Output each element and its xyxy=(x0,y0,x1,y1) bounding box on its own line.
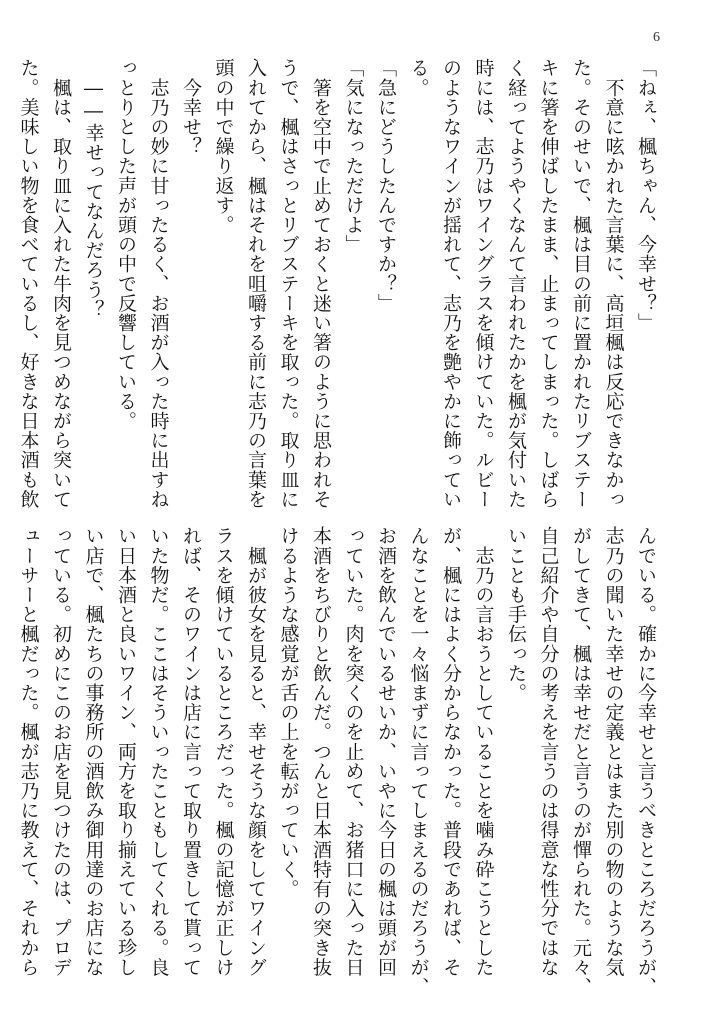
text-line: ――幸せってなんだろう？ xyxy=(82,58,105,319)
text-line: い店で、楓たちの事務所の酒飲み御用達のお店にな xyxy=(82,526,105,977)
text-line: っとりとした声が頭の中で反響している。 xyxy=(115,58,137,431)
text-line: 箸を空中で止めておくと迷い箸のように思われそ xyxy=(310,58,332,509)
page-number: 6 xyxy=(653,30,660,45)
text-line: 時には、志乃はワイングラスを傾けていた。ルビー xyxy=(472,58,495,509)
text-line: お酒を飲んでいるせいか、いやに今日の楓は頭が回 xyxy=(375,526,397,977)
text-line: っていた。肉を突くのを止めて、お猪口に入った日 xyxy=(342,526,365,977)
text-line: 「急にどうしたんですか？」 xyxy=(375,58,397,313)
text-line: がしてきて、楓は幸せだと言うのが憚られた。元々、 xyxy=(570,526,592,997)
text-line: る。 xyxy=(407,58,430,98)
text-line: い日本酒と良いワイン、両方を取り揃えている珍し xyxy=(115,526,137,977)
text-line: た。そのせいで、楓は目の前に置かれたリブステー xyxy=(570,58,592,509)
text-line: ラスを傾けているところだった。楓の記憶が正しけ xyxy=(212,526,235,977)
text-line: のようなワインが揺れて、志乃を艶やかに飾ってい xyxy=(440,58,462,509)
lower-text-block xyxy=(12,526,662,997)
text-line: 不意に呟かれた言葉に、高垣楓は反応できなかっ xyxy=(602,58,625,509)
text-line: けるような感覚が舌の上を転がっていく。 xyxy=(277,526,300,899)
text-line: れば、そのワインは店に言って取り置きして貰って xyxy=(180,526,202,977)
text-line: た。美味しい物を食べているし、好きな日本酒も飲 xyxy=(17,58,40,509)
text-line: 本酒をちびりと飲んだ。つんと日本酒特有の突き抜 xyxy=(310,526,332,977)
text-line: 楓は、取り皿に入れた牛肉を見つめながら突いて xyxy=(50,58,72,509)
text-line: 入れてから、楓はそれを咀嚼する前に志乃の言葉を xyxy=(245,58,267,509)
text-line: 楓が彼女を見ると、幸せそうな顔をしてワイング xyxy=(245,526,267,977)
text-line: いた物だ。ここはそういったこともしてくれる。良 xyxy=(147,526,170,977)
text-line: キに箸を伸ばしたまま、止まってしまった。しばら xyxy=(537,58,560,509)
text-line: んでいる。確かに今幸せと言うべきところだろうが、 xyxy=(635,526,657,997)
text-line: んなことを一々悩まずに言ってしまえるのだろうが、 xyxy=(407,526,430,997)
text-line: 志乃の妙に甘ったるく、お酒が入った時に出すね xyxy=(147,58,170,509)
text-line: 「気になっただけよ」 xyxy=(342,58,365,254)
text-line: が、楓にはよく分からなかった。普段であれば、そ xyxy=(440,526,462,977)
text-line: く経ってようやくなんて言われたかを楓が気付いた xyxy=(505,58,527,509)
text-line: いことも手伝った。 xyxy=(505,526,527,703)
text-line: っている。初めにこのお店を見つけたのは、プロデ xyxy=(50,526,72,977)
text-line: 頭の中で繰り返す。 xyxy=(212,58,235,235)
text-line: 自己紹介や自分の考えを言うのは得意な性分ではな xyxy=(537,526,560,977)
text-line: 今幸せ？ xyxy=(180,58,202,156)
upper-text-block xyxy=(12,58,662,509)
text-line: うで、楓はさっとリブステーキを取った。取り皿に xyxy=(277,58,300,509)
text-line: 「ねぇ、楓ちゃん、今幸せ？」 xyxy=(635,58,657,333)
text-line: 志乃の言おうとしていることを噛み砕こうとした xyxy=(472,526,495,977)
text-line: 志乃の聞いた幸せの定義とはまた別の物のような気 xyxy=(602,526,625,977)
text-line: ューサーと楓だった。楓が志乃に教えて、それから xyxy=(17,526,40,977)
